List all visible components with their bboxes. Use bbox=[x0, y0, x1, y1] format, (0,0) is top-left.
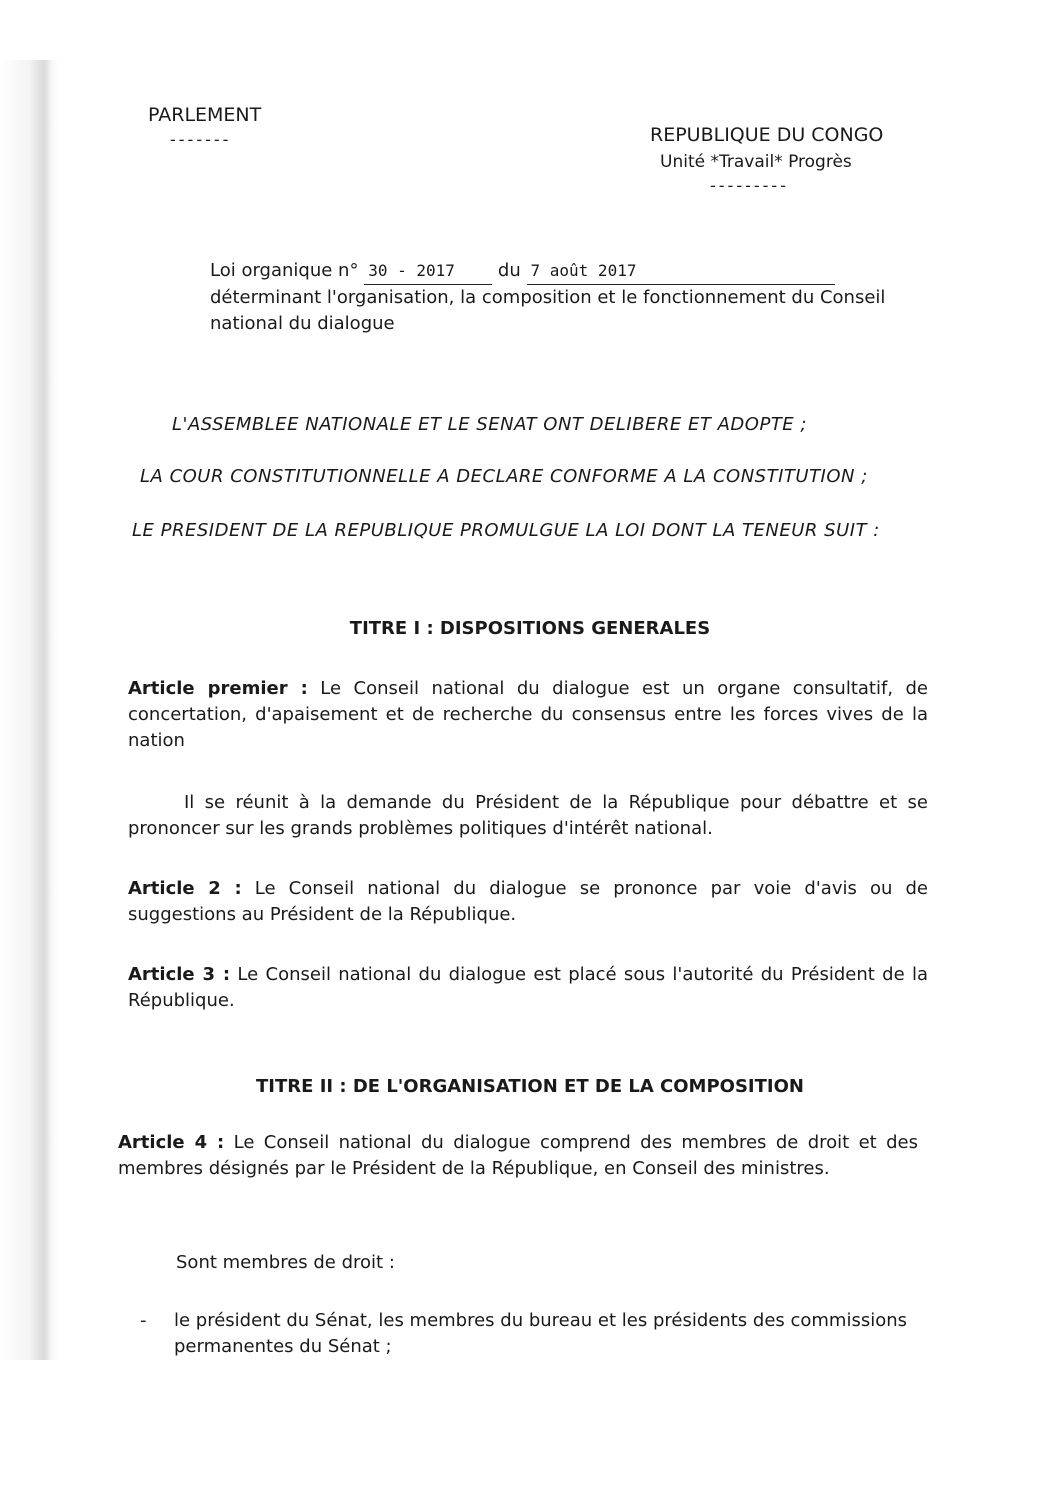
loi-heading bbox=[210, 258, 890, 337]
republique-title: REPUBLIQUE DU CONGO bbox=[650, 124, 884, 146]
sont-membres-de-droit: Sont membres de droit : bbox=[176, 1252, 395, 1273]
loi-prefix: Loi organique n° bbox=[210, 260, 359, 281]
bullet-1-text: le président du Sénat, les membres du bureau et les présidents des commissions permanentes du Sénat ; bbox=[174, 1310, 908, 1357]
preambule-line-2: LA COUR CONSTITUTIONNELLE A DECLARE CONFORME A LA CONSTITUTION ; bbox=[140, 466, 868, 487]
loi-du: du bbox=[497, 260, 521, 281]
header-right-dashes: --------- bbox=[710, 176, 789, 195]
titre-2-heading: TITRE II : DE L'ORGANISATION ET DE LA COMPOSITION bbox=[256, 1076, 804, 1097]
preambule-line-1: L'ASSEMBLEE NATIONALE ET LE SENAT ONT DELIBERE ET ADOPTE ; bbox=[172, 414, 807, 435]
titre-1-heading: TITRE I : DISPOSITIONS GENERALES bbox=[349, 618, 711, 639]
article-3-text: Le Conseil national du dialogue est placé sous l'autorité du Président de la République. bbox=[128, 964, 929, 1011]
article-3-label: Article 3 : bbox=[128, 964, 231, 985]
loi-numero: 30 - 2017 bbox=[364, 258, 492, 285]
bullet-dash: - bbox=[140, 1310, 147, 1331]
article-1 bbox=[128, 676, 928, 754]
loi-objet: déterminant l'organisation, la composition et le fonctionnement du Conseil national du dialogue bbox=[210, 287, 886, 334]
header-right bbox=[650, 124, 920, 195]
article-3 bbox=[128, 962, 928, 1014]
header-left-dashes: ------- bbox=[170, 130, 232, 149]
article-2-label: Article 2 : bbox=[128, 878, 242, 899]
republique-motto: Unité *Travail* Progrès bbox=[660, 152, 852, 172]
article-4-text: Le Conseil national du dialogue comprend des membres de droit et des membres désignés par le Président de la République, en Conseil des ministres. bbox=[118, 1132, 918, 1179]
header-left bbox=[148, 104, 261, 149]
article-2-text: Le Conseil national du dialogue se prononce par voie d'avis ou de suggestions au Président de la République. bbox=[128, 878, 928, 925]
article-4-label: Article 4 : bbox=[118, 1132, 225, 1153]
article-2 bbox=[128, 876, 928, 928]
preambule-line-3: LE PRESIDENT DE LA REPUBLIQUE PROMULGUE LA LOI DONT LA TENEUR SUIT : bbox=[132, 520, 880, 541]
list-item bbox=[140, 1308, 920, 1360]
scan-binding-shadow bbox=[0, 60, 58, 1360]
loi-date: 7 août 2017 bbox=[527, 258, 835, 285]
article-1-text: Le Conseil national du dialogue est un organe consultatif, de concertation, d'apaisement et de recherche du consensus entre les forces vives de la nation bbox=[128, 678, 928, 751]
article-1-alinea-2: Il se réunit à la demande du Président de la République pour débattre et se prononcer sur les grands problèmes politiques d'intérêt national. bbox=[128, 792, 928, 839]
article-4 bbox=[118, 1130, 918, 1182]
article-1-label: Article premier : bbox=[128, 678, 308, 699]
parlement-title: PARLEMENT bbox=[148, 104, 262, 126]
